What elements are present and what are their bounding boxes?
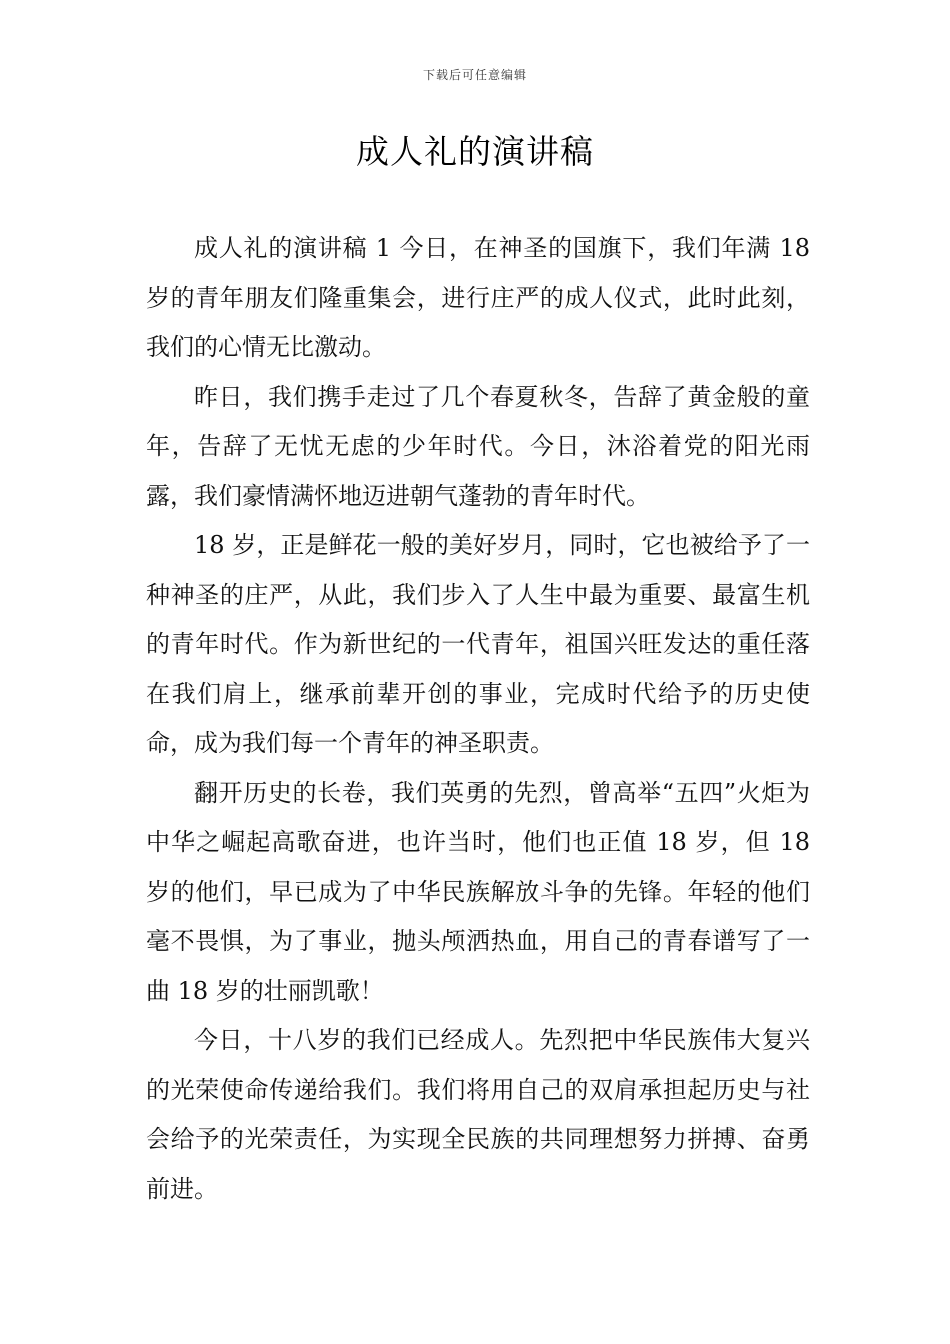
paragraph-5: 今日，十八岁的我们已经成人。先烈把中华民族伟大复兴的光荣使命传递给我们。我们将用自己的双肩承担起历史与社会给予的光荣责任，为实现全民族的共同理想努力拼搏、奋勇前进。 — [146, 1026, 810, 1203]
paragraph-3: 18 岁，正是鲜花一般的美好岁月，同时，它也被给予了一种神圣的庄严，从此，我们步入了人生中最为重要、最富生机的青年时代。作为新世纪的一代青年，祖国兴旺发达的重任落在我们肩上，继承前辈开创的事业，完成时代给予的历史使命，成为我们每一个青年的神圣职责。 — [146, 531, 810, 757]
document-body — [146, 224, 810, 1214]
document-title: 成人礼的演讲稿 — [356, 132, 594, 171]
paragraph-4: 翻开历史的长卷，我们英勇的先烈，曾高举“五四”火炬为中华之崛起高歌奋进，也许当时，他们也正值 18 岁，但 18 岁的他们，早已成为了中华民族解放斗争的先锋。年轻的他们毫不畏惧，为了事业，抛头颅洒热血，用自己的青春谱写了一曲 18 岁的壮丽凯歌！ — [146, 778, 810, 1005]
paragraph-1: 成人礼的演讲稿 1 今日，在神圣的国旗下，我们年满 18 岁的青年朋友们隆重集会，进行庄严的成人仪式，此时此刻，我们的心情无比激动。 — [146, 234, 810, 361]
paragraph-2: 昨日，我们携手走过了几个春夏秋冬，告辞了黄金般的童年，告辞了无忧无虑的少年时代。今日，沐浴着党的阳光雨露，我们豪情满怀地迈进朝气蓬勃的青年时代。 — [146, 382, 810, 510]
header-note: 下载后可任意编辑 — [422, 68, 527, 82]
